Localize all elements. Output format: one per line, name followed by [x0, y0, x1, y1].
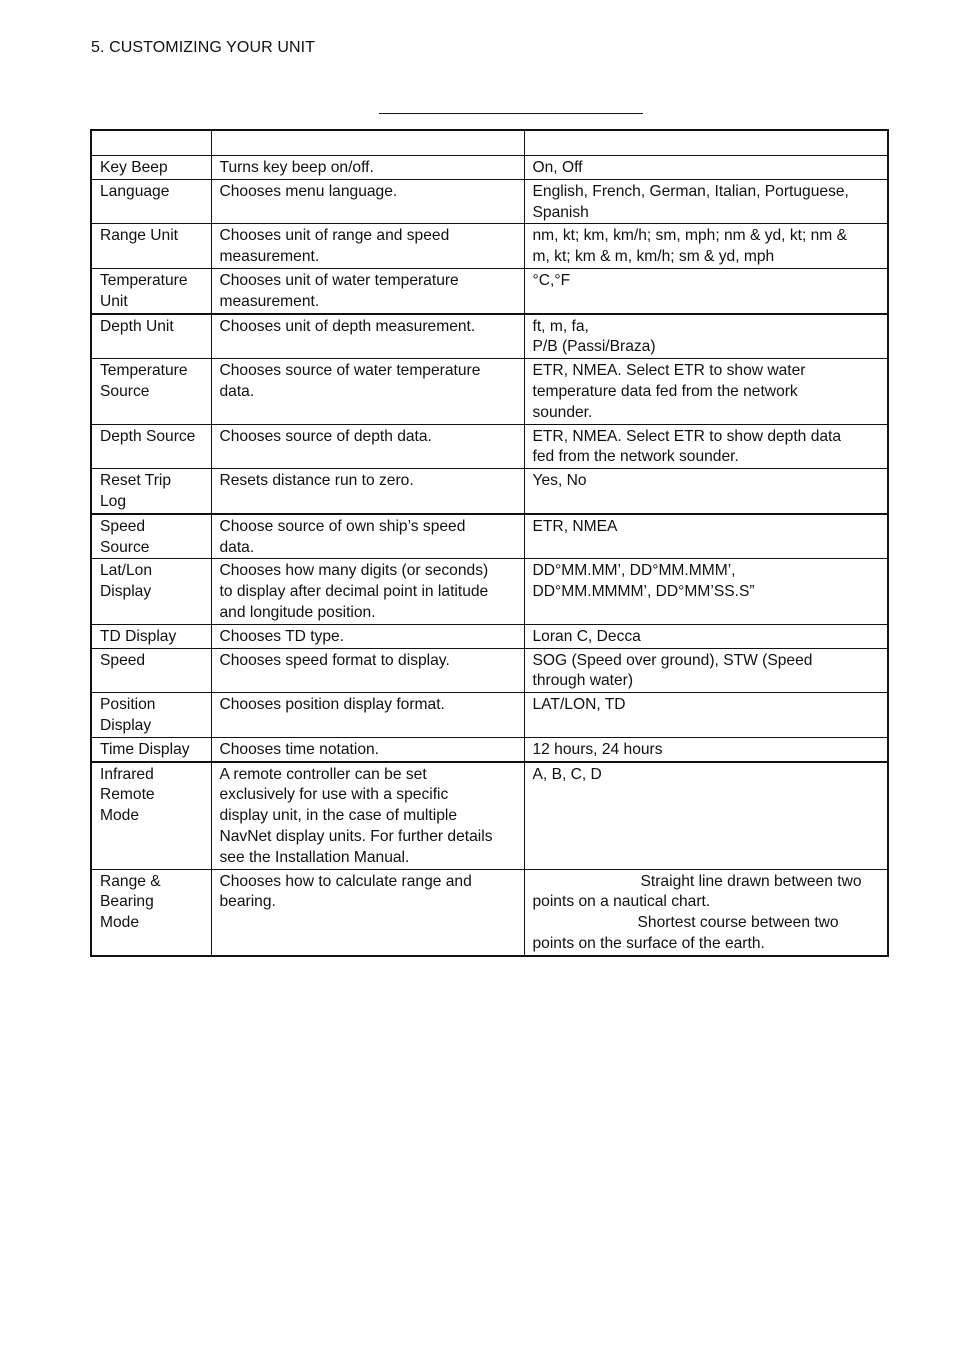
row-options-cell: SOG (Speed over ground), STW (Speed through water) — [524, 648, 888, 693]
row-item-cell: Speed — [91, 648, 211, 693]
row-item-cell: Time Display — [91, 737, 211, 761]
row-item-cell: Depth Source — [91, 424, 211, 469]
range-bearing-option-line-3: Shortest course between two — [637, 914, 839, 932]
row-description-cell: Chooses source of water temperature data. — [211, 359, 524, 424]
header-cell-options — [524, 130, 888, 156]
row-description-cell: Chooses speed format to display. — [211, 648, 524, 693]
row-item-cell: Language — [91, 179, 211, 224]
settings-table — [90, 129, 889, 957]
row-item-cell: Reset Trip Log — [91, 469, 211, 514]
row-options-cell: ETR, NMEA. Select ETR to show water temperature data fed from the network sounder. — [524, 359, 888, 424]
row-description-cell: Chooses unit of depth measurement. — [211, 314, 524, 359]
row-options-cell: ft, m, fa, P/B (Passi/Braza) — [524, 314, 888, 359]
row-options-cell: 12 hours, 24 hours — [524, 737, 888, 761]
row-options-cell: Loran C, Decca — [524, 624, 888, 648]
row-options-cell: Yes, No — [524, 469, 888, 514]
table-row — [91, 359, 888, 424]
range-bearing-option-line-2: points on a nautical chart. — [532, 893, 711, 911]
row-description-cell: Chooses unit of range and speed measurement. — [211, 224, 524, 269]
row-description-cell: Resets distance run to zero. — [211, 469, 524, 514]
table-row — [91, 514, 888, 559]
row-description-cell: Turns key beep on/off. — [211, 156, 524, 180]
row-options-cell: DD°MM.MM’, DD°MM.MMM’, DD°MM.MMMM’, DD°MM’SS.S” — [524, 559, 888, 624]
table-row — [91, 624, 888, 648]
table-row — [91, 648, 888, 693]
section-header: 5. CUSTOMIZING YOUR UNIT — [91, 39, 316, 56]
row-item-cell: Lat/Lon Display — [91, 559, 211, 624]
table-header-row — [91, 130, 888, 156]
row-description-cell: Chooses time notation. — [211, 737, 524, 761]
row-item-cell: Depth Unit — [91, 314, 211, 359]
row-description-cell: A remote controller can be set exclusively for use with a specific display unit, in the case of multiple NavNet display units. For further details see the Installation Manual. — [211, 762, 524, 869]
range-bearing-option-line-1: Straight line drawn between two — [640, 872, 862, 890]
row-options-cell: °C,°F — [524, 268, 888, 313]
table-row — [91, 268, 888, 313]
row-options-cell: ETR, NMEA — [524, 514, 888, 559]
row-item-cell: Range & Bearing Mode — [91, 869, 211, 956]
header-cell-description — [211, 130, 524, 156]
row-options-cell: A, B, C, D — [524, 762, 888, 869]
table-row — [91, 762, 888, 869]
table-row — [91, 156, 888, 180]
row-options-cell: nm, kt; km, km/h; sm, mph; nm & yd, kt; nm & m, kt; km & m, km/h; sm & yd, mph — [524, 224, 888, 269]
row-description-cell: Chooses how many digits (or seconds) to display after decimal point in latitude and longitude position. — [211, 559, 524, 624]
row-item-cell: Speed Source — [91, 514, 211, 559]
row-options-cell: ETR, NMEA. Select ETR to show depth data fed from the network sounder. — [524, 424, 888, 469]
row-item-cell: Range Unit — [91, 224, 211, 269]
table-row — [91, 314, 888, 359]
row-item-cell: Temperature Unit — [91, 268, 211, 313]
row-description-cell: Chooses position display format. — [211, 693, 524, 738]
table-row — [91, 869, 888, 956]
table-row — [91, 179, 888, 224]
table-row — [91, 693, 888, 738]
range-bearing-option-line-4: points on the surface of the earth. — [532, 934, 765, 952]
table-title-underline — [379, 113, 643, 114]
table-row — [91, 559, 888, 624]
table-row — [91, 224, 888, 269]
row-item-cell: Infrared Remote Mode — [91, 762, 211, 869]
row-description-cell: Chooses source of depth data. — [211, 424, 524, 469]
row-options-cell: English, French, German, Italian, Portuguese, Spanish — [524, 179, 888, 224]
header-cell-item — [91, 130, 211, 156]
row-description-cell: Chooses TD type. — [211, 624, 524, 648]
row-item-cell: TD Display — [91, 624, 211, 648]
row-options-cell: On, Off — [524, 156, 888, 180]
row-description-cell: Chooses unit of water temperature measurement. — [211, 268, 524, 313]
row-options-cell — [524, 869, 888, 956]
table-row — [91, 737, 888, 761]
row-item-cell: Position Display — [91, 693, 211, 738]
row-item-cell: Temperature Source — [91, 359, 211, 424]
row-description-cell: Chooses menu language. — [211, 179, 524, 224]
row-description-cell: Chooses how to calculate range and bearing. — [211, 869, 524, 956]
table-row — [91, 424, 888, 469]
row-item-cell: Key Beep — [91, 156, 211, 180]
row-description-cell: Choose source of own ship’s speed data. — [211, 514, 524, 559]
table-row — [91, 469, 888, 514]
row-options-cell: LAT/LON, TD — [524, 693, 888, 738]
